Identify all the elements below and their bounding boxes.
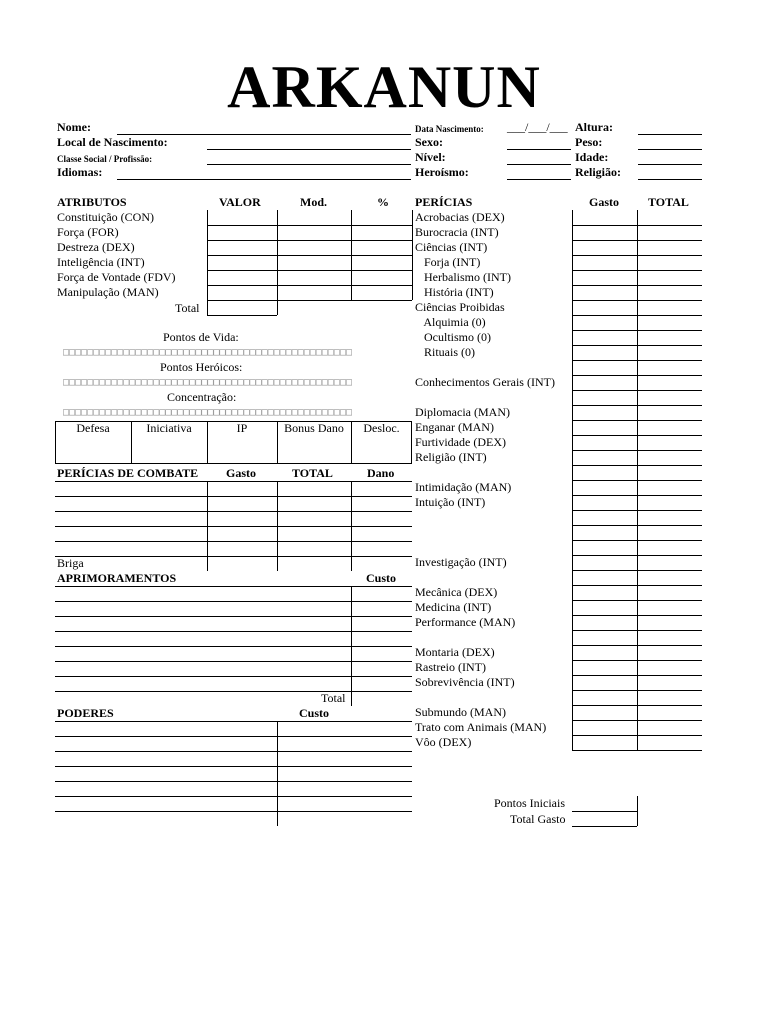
pericia-combate-row-line[interactable] (55, 511, 412, 512)
pericia-label: Medicina (INT) (415, 600, 492, 614)
atributo-cell-line[interactable] (207, 285, 277, 286)
aprimoramento-row-line[interactable] (55, 676, 412, 677)
label-altura: Altura: (575, 120, 613, 134)
pericias-combate-col-total: TOTAL (292, 466, 333, 480)
atributos-total-right (277, 300, 278, 315)
pericia-label: Herbalismo (INT) (415, 270, 511, 284)
pericia-label: Ocultismo (0) (415, 330, 491, 344)
combat-stat-divider (277, 421, 278, 464)
pontos-heroicos-boxes[interactable]: □□□□□□□□□□□□□□□□□□□□□□□□□□□□□□□□□□□□□□□□□□□□□□□□ (63, 377, 352, 388)
label-heroismo: Heroísmo: (415, 165, 469, 179)
pericias-col-total: TOTAL (648, 195, 689, 209)
atributos-total-left (207, 300, 208, 315)
label-nivel: Nível: (415, 150, 446, 164)
atributo-cell-line[interactable] (207, 225, 277, 226)
pontos-vida-boxes[interactable]: □□□□□□□□□□□□□□□□□□□□□□□□□□□□□□□□□□□□□□□□□□□□□□□□ (63, 347, 352, 358)
atributo-label: Constituição (CON) (57, 210, 154, 224)
aprimoramento-row-line[interactable] (55, 631, 412, 632)
atributos-heading: ATRIBUTOS (57, 195, 127, 209)
combat-stat-divider (351, 421, 352, 464)
page-title: ARKANUN (227, 54, 541, 120)
combat-stat-label: Desloc. (363, 421, 400, 435)
pericia-label: Enganar (MAN) (415, 420, 494, 434)
pericia-combate-row-line[interactable] (55, 481, 412, 482)
atributo-label: Inteligência (INT) (57, 255, 145, 269)
aprimoramento-col-line (351, 586, 352, 706)
poderes-heading: PODERES (57, 706, 114, 720)
pericia-label: Investigação (INT) (415, 555, 507, 569)
atributos-col-mod: Mod. (300, 195, 327, 209)
label-idiomas: Idiomas: (57, 165, 103, 179)
pericia-label: Intimidação (MAN) (415, 480, 512, 494)
field-heroismo[interactable] (507, 179, 571, 180)
atributo-cell-line[interactable] (351, 225, 412, 226)
atributos-col-pct: % (377, 195, 389, 209)
field-classe[interactable] (207, 164, 411, 165)
atributo-label: Manipulação (MAN) (57, 285, 159, 299)
atributo-cell-line[interactable] (277, 255, 351, 256)
atributo-cell-line[interactable] (207, 255, 277, 256)
poder-row-line[interactable] (55, 721, 412, 722)
label-data-nasc: Data Nascimento: (415, 124, 484, 134)
atributo-cell-line[interactable] (207, 270, 277, 271)
label-local: Local de Nascimento: (57, 135, 168, 149)
pericia-label: Alquimia (0) (415, 315, 486, 329)
pericia-label: Mecânica (DEX) (415, 585, 498, 599)
aprimoramento-row-line[interactable] (55, 601, 412, 602)
pericia-label: Intuição (INT) (415, 495, 486, 509)
pericia-combate-row-line[interactable] (55, 526, 412, 527)
pericia-label: Submundo (MAN) (415, 705, 507, 719)
pericia-label: Ciências Proibidas (415, 300, 505, 314)
pericia-label: Conhecimentos Gerais (INT) (415, 375, 555, 389)
poder-row-line[interactable] (55, 751, 412, 752)
pericia-label: Burocracia (INT) (415, 225, 499, 239)
combat-stat-label: Defesa (76, 421, 110, 435)
atributo-cell-line[interactable] (277, 300, 351, 301)
pontos-heroicos-label: Pontos Heróicos: (160, 360, 243, 374)
aprimoramento-row-line[interactable] (55, 616, 412, 617)
atributo-label: Força (FOR) (57, 225, 119, 239)
pericia-combate-row-line[interactable] (55, 541, 412, 542)
aprimoramento-row-line[interactable] (55, 691, 412, 692)
field-altura[interactable] (638, 134, 702, 135)
atributo-cell-line[interactable] (277, 225, 351, 226)
pericia-combate-briga: Briga (57, 556, 84, 570)
combat-stat-label: Bonus Dano (284, 421, 344, 435)
atributo-cell-line[interactable] (351, 255, 412, 256)
combat-stat-divider (131, 421, 132, 464)
combat-stat-label: IP (236, 421, 248, 435)
atributo-cell-line[interactable] (277, 270, 351, 271)
pericia-label: Trato com Animais (MAN) (415, 720, 547, 734)
concentracao-boxes[interactable]: □□□□□□□□□□□□□□□□□□□□□□□□□□□□□□□□□□□□□□□□□□□□□□□□ (63, 407, 352, 418)
pericia-label: Vôo (DEX) (415, 735, 472, 749)
label-religiao: Religião: (575, 165, 621, 179)
pericia-combate-row-line[interactable] (55, 556, 412, 557)
pericias-combate-col-dano: Dano (367, 466, 395, 480)
total-gasto-label: Total Gasto (510, 812, 566, 826)
poder-row-line[interactable] (55, 766, 412, 767)
pericia-label: Religião (INT) (415, 450, 487, 464)
poder-row-line[interactable] (55, 736, 412, 737)
pericia-label: Diplomacia (MAN) (415, 405, 510, 419)
atributos-col-valor: VALOR (219, 195, 261, 209)
poder-row-line[interactable] (55, 781, 412, 782)
aprimoramento-row-line[interactable] (55, 661, 412, 662)
field-sexo[interactable] (507, 149, 571, 150)
atributo-col-line (412, 210, 413, 300)
pericia-label: Furtividade (DEX) (415, 435, 506, 449)
pericia-row-line[interactable] (572, 750, 702, 751)
total-gasto-field[interactable] (572, 826, 637, 827)
aprimoramentos-heading: APRIMORAMENTOS (57, 571, 177, 585)
poder-row-line[interactable] (55, 796, 412, 797)
pericia-combate-col-line (277, 481, 278, 571)
poderes-col-custo: Custo (299, 706, 330, 720)
label-sexo: Sexo: (415, 135, 443, 149)
pericia-col-line (637, 210, 638, 750)
field-peso[interactable] (638, 149, 702, 150)
pericia-label: Acrobacias (DEX) (415, 210, 505, 224)
label-classe: Classe Social / Profissão: (57, 154, 153, 164)
pericia-label: Sobrevivência (INT) (415, 675, 515, 689)
field-local[interactable] (207, 149, 411, 150)
label-idade: Idade: (575, 150, 609, 164)
atributos-total-line (207, 315, 277, 316)
aprimoramentos-total: Total (321, 691, 346, 705)
atributo-cell-line[interactable] (277, 240, 351, 241)
atributo-cell-line[interactable] (351, 240, 412, 241)
pericias-combate-heading: PERÍCIAS DE COMBATE (57, 466, 199, 480)
pericia-label: Forja (INT) (415, 255, 481, 269)
pericia-label: Ciências (INT) (415, 240, 488, 254)
pericias-col-gasto: Gasto (589, 195, 619, 209)
aprimoramento-row-line[interactable] (55, 586, 412, 587)
pericias-heading: PERÍCIAS (415, 195, 473, 209)
atributo-col-line (351, 210, 352, 300)
aprimoramentos-col-custo: Custo (366, 571, 397, 585)
pericia-label: Montaria (DEX) (415, 645, 495, 659)
atributo-cell-line[interactable] (277, 285, 351, 286)
aprimoramento-row-line[interactable] (55, 646, 412, 647)
pericia-label: Performance (MAN) (415, 615, 516, 629)
combat-stat-label: Iniciativa (146, 421, 192, 435)
atributo-cell-line[interactable] (351, 300, 412, 301)
atributos-total-label: Total (175, 301, 200, 315)
field-data-nasc[interactable]: ___/___/___ (507, 120, 568, 134)
poder-row-line[interactable] (55, 811, 412, 812)
pontos-iniciais-field[interactable] (572, 811, 637, 812)
atributo-cell-line[interactable] (207, 300, 277, 301)
pericia-combate-row-line[interactable] (55, 496, 412, 497)
label-peso: Peso: (575, 135, 603, 149)
pericia-col-line (572, 210, 573, 750)
field-religiao[interactable] (638, 179, 702, 180)
field-idade[interactable] (638, 164, 702, 165)
pericia-label: História (INT) (415, 285, 494, 299)
pericia-combate-col-line (207, 481, 208, 571)
poder-col-line (277, 721, 278, 826)
footer-box-right (637, 796, 638, 826)
field-nivel[interactable] (507, 164, 571, 165)
pericia-label: Rastreio (INT) (415, 660, 486, 674)
atributo-col-line (207, 210, 208, 300)
atributo-col-line (277, 210, 278, 300)
pericia-label: Rituais (0) (415, 345, 475, 359)
pontos-iniciais-label: Pontos Iniciais (494, 796, 565, 810)
pericias-combate-col-gasto: Gasto (226, 466, 256, 480)
combat-stat-divider (207, 421, 208, 464)
atributo-cell-line[interactable] (207, 240, 277, 241)
pericia-combate-col-line (351, 481, 352, 571)
atributo-cell-line[interactable] (351, 285, 412, 286)
pontos-vida-label: Pontos de Vida: (163, 330, 239, 344)
atributo-cell-line[interactable] (351, 270, 412, 271)
field-idiomas[interactable] (117, 179, 411, 180)
atributo-label: Destreza (DEX) (57, 240, 135, 254)
atributo-label: Força de Vontade (FDV) (57, 270, 176, 284)
label-nome: Nome: (57, 120, 91, 134)
concentracao-label: Concentração: (167, 390, 237, 404)
